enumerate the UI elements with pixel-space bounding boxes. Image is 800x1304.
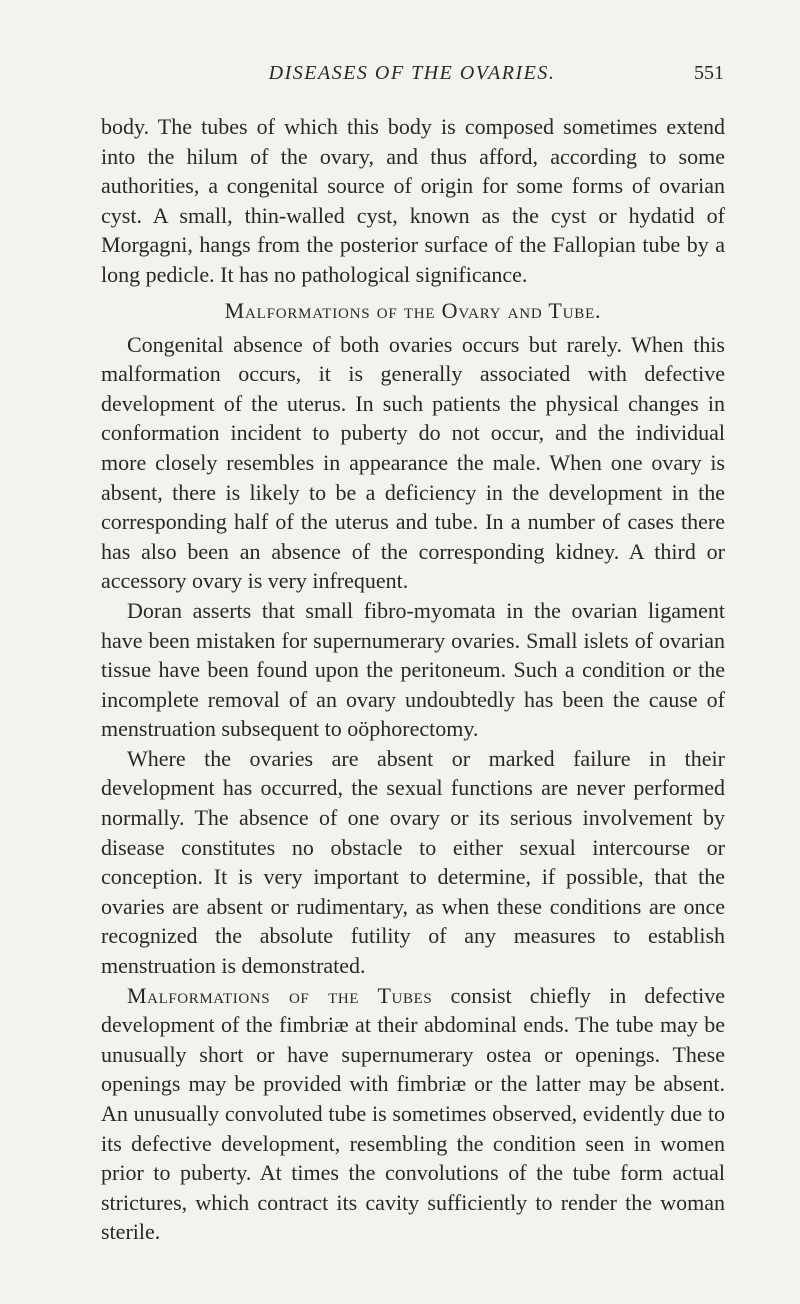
run-in-heading: Malformations of the Tubes — [127, 982, 433, 1008]
paragraph-continuation: body. The tubes of which this body is composed sometimes extend into the hilum of the ovary, and thus afford, according to some authorities, a congenital source of origin for some forms of ovarian cyst. A small, thin-walled cyst, known as the cyst or hydatid of Morgagni, hangs from the posterior surface of the Fallopian tube by a long pedicle. It has no pathological significance. — [101, 114, 725, 287]
paragraph-tube-text: consist chiefly in defective development of the fimbriæ at their abdominal ends. The tube may be unusually short or have supernumerary ostea or openings. These openings may be provided with fimbriæ or the latter may be absent. An unusually convoluted tube is sometimes observed, evidently due to its defective development, resembling the condition seen in women prior to puberty. At times the convolutions of the tube form actual strictures, which contract its cavity sufficiently to render the woman sterile. — [101, 982, 725, 1245]
body-text — [101, 112, 725, 1247]
paragraph-congenital-absence: Congenital absence of both ovaries occurs but rarely. When this malformation occurs, it is generally associated with defective development of the uterus. In such patients the physical changes in conformation incident to puberty do not occur, and the individual more closely resembles in appearance the male. When one ovary is absent, there is likely to be a deficiency in the development in the corresponding half of the uterus and tube. In a number of cases there has also been an absence of the corresponding kidney. A third or accessory ovary is very infrequent. — [101, 331, 725, 594]
running-title: DISEASES OF THE OVARIES. — [268, 62, 556, 84]
paragraph-sexual-functions: Where the ovaries are absent or marked failure in their development has occurred, the sexual functions are never performed normally. The absence of one ovary or its serious involvement by disease constitutes no obstacle to either sexual intercourse or conception. It is very important to determine, if possible, that the ovaries are absent or rudimentary, as when these conditions are once recognized the absolute futility of any measures to establish menstruation is demonstrated. — [101, 745, 725, 979]
running-head — [100, 58, 724, 88]
paragraph-doran: Doran asserts that small fibro-myomata in the ovarian ligament have been mistaken for supernumerary ovaries. Small islets of ovarian tissue have been found upon the peritoneum. Such a condition or the incomplete removal of an ovary undoubtedly has been the cause of menstruation subsequent to oöphorectomy. — [101, 597, 725, 742]
page-number: 551 — [694, 62, 724, 84]
section-heading: Malformations of the Ovary and Tube. — [224, 297, 602, 323]
paragraph-tube-malformations — [101, 981, 725, 1247]
